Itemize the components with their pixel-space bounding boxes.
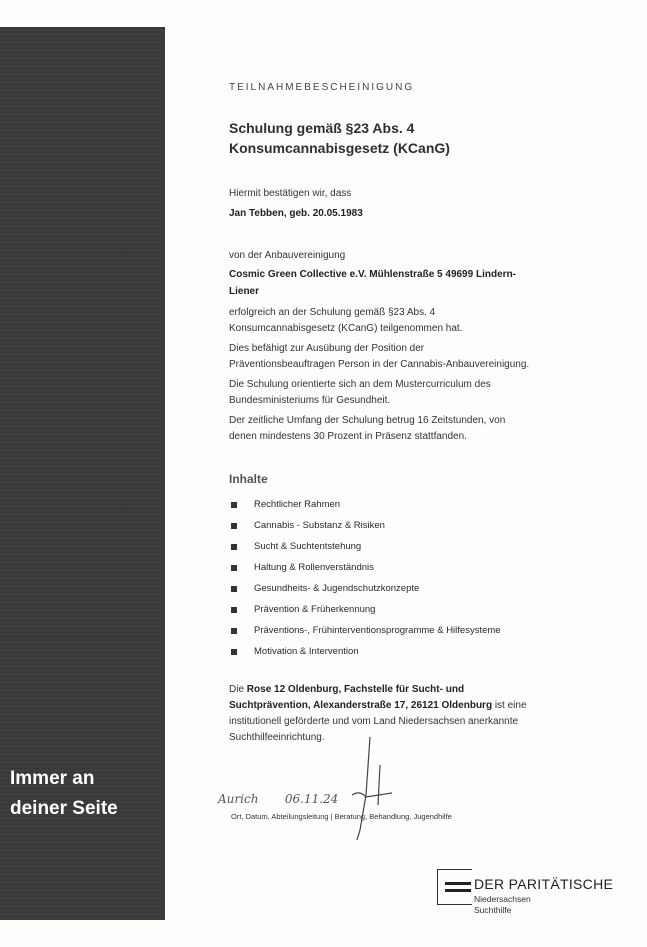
logo-mark-icon: [437, 869, 472, 905]
logo-sub-line-2: Suchthilfe: [474, 905, 512, 915]
logo-name: DER PARITÄTISCHE: [474, 876, 614, 892]
bullet-square-icon: [231, 565, 237, 571]
bullet-square-icon: [231, 628, 237, 634]
tagline-line-1: Immer an: [10, 768, 95, 789]
issuer-line-4: Suchthilfeeinrichtung.: [229, 732, 325, 743]
issuer-line-1: [229, 682, 464, 698]
intro-text: Hiermit bestätigen wir, dass: [229, 188, 352, 199]
sidebar-band: [0, 27, 165, 920]
issuer-line-3: institutionell geförderte und vom Land Niedersachsen anerkannte: [229, 716, 519, 727]
curriculum-line-1: Die Schulung orientierte sich an dem Mustercurriculum des: [229, 379, 491, 390]
bullet-square-icon: [231, 544, 237, 550]
issuer-prefix: Die: [229, 684, 247, 695]
association-intro: von der Anbauvereinigung: [229, 250, 346, 261]
eyebrow: TEILNAHMEBESCHEINIGUNG: [229, 82, 415, 93]
issuer-name-line-1: Rose 12 Oldenburg, Fachstelle für Sucht- und: [246, 684, 465, 695]
list-item: [231, 578, 501, 599]
signature-area: [218, 790, 338, 808]
signature-stroke: [340, 735, 400, 845]
list-item-label: Rechtlicher Rahmen: [254, 498, 341, 510]
logo-subtitle: [474, 894, 531, 916]
list-item-label: Sucht & Suchtentstehung: [254, 540, 362, 552]
tagline-line-2: deiner Seite: [10, 798, 118, 819]
list-item: [231, 515, 501, 536]
place-handwritten: Aurich: [218, 792, 259, 806]
list-item-label: Prävention & Früherkennung: [254, 603, 376, 615]
participant-name: Jan Tebben, geb. 20.05.1983: [229, 208, 363, 219]
qualifies-line-2: Präventionsbeauftragen Person in der Cannabis-Anbauvereinigung.: [229, 359, 530, 370]
logo-sub-line-1: Niedersachsen: [474, 894, 531, 904]
association-line-2: Liener: [229, 286, 260, 297]
title-line-1: Schulung gemäß §23 Abs. 4: [229, 120, 415, 136]
curriculum-line-2: Bundesministeriums für Gesundheit.: [229, 395, 391, 406]
list-item: [231, 641, 501, 662]
date-handwritten: 06.11.24: [284, 792, 339, 806]
contents-list: [231, 494, 501, 662]
issuer-suffix: ist eine: [492, 700, 527, 711]
issuer-name-line-2: Suchtprävention, Alexanderstraße 17, 26121 Oldenburg: [229, 700, 493, 711]
list-item-label: Cannabis - Substanz & Risiken: [254, 519, 385, 531]
list-item: [231, 599, 501, 620]
tagline: [10, 764, 160, 824]
bullet-square-icon: [231, 649, 237, 655]
success-line-2: Konsumcannabisgesetz (KCanG) teilgenommen hat.: [229, 323, 463, 334]
bullet-square-icon: [231, 586, 237, 592]
paritaetische-logo: [437, 867, 627, 927]
bullet-square-icon: [231, 607, 237, 613]
bullet-square-icon: [231, 523, 237, 529]
association-line-1: Cosmic Green Collective e.V. Mühlenstraße 5 49699 Lindern-: [229, 269, 516, 280]
qualifies-line-1: Dies befähigt zur Ausübung der Position der: [229, 343, 425, 354]
bullet-square-icon: [231, 502, 237, 508]
list-item-label: Präventions-, Frühinterventionsprogramme & Hilfesysteme: [254, 624, 501, 636]
scope-line-1: Der zeitliche Umfang der Schulung betrug 16 Zeitstunden, von: [229, 415, 506, 426]
list-item-label: Haltung & Rollenverständnis: [254, 561, 374, 573]
success-line-1: erfolgreich an der Schulung gemäß §23 Abs. 4: [229, 307, 436, 318]
issuer-line-2: [229, 698, 527, 714]
title-line-2: Konsumcannabisgesetz (KCanG): [229, 140, 450, 156]
list-item: [231, 620, 501, 641]
list-item-label: Motivation & Intervention: [254, 645, 359, 657]
list-item: [231, 536, 501, 557]
list-item: [231, 494, 501, 515]
scope-line-2: denen mindestens 30 Prozent in Präsenz stattfanden.: [229, 431, 467, 442]
contents-heading: Inhalte: [229, 472, 268, 486]
list-item: [231, 557, 501, 578]
list-item-label: Gesundheits- & Jugendschutzkonzepte: [254, 582, 420, 594]
signature-caption: Ort, Datum, Abteilungsleitung | Beratung, Behandlung, Jugendhilfe: [231, 812, 452, 821]
